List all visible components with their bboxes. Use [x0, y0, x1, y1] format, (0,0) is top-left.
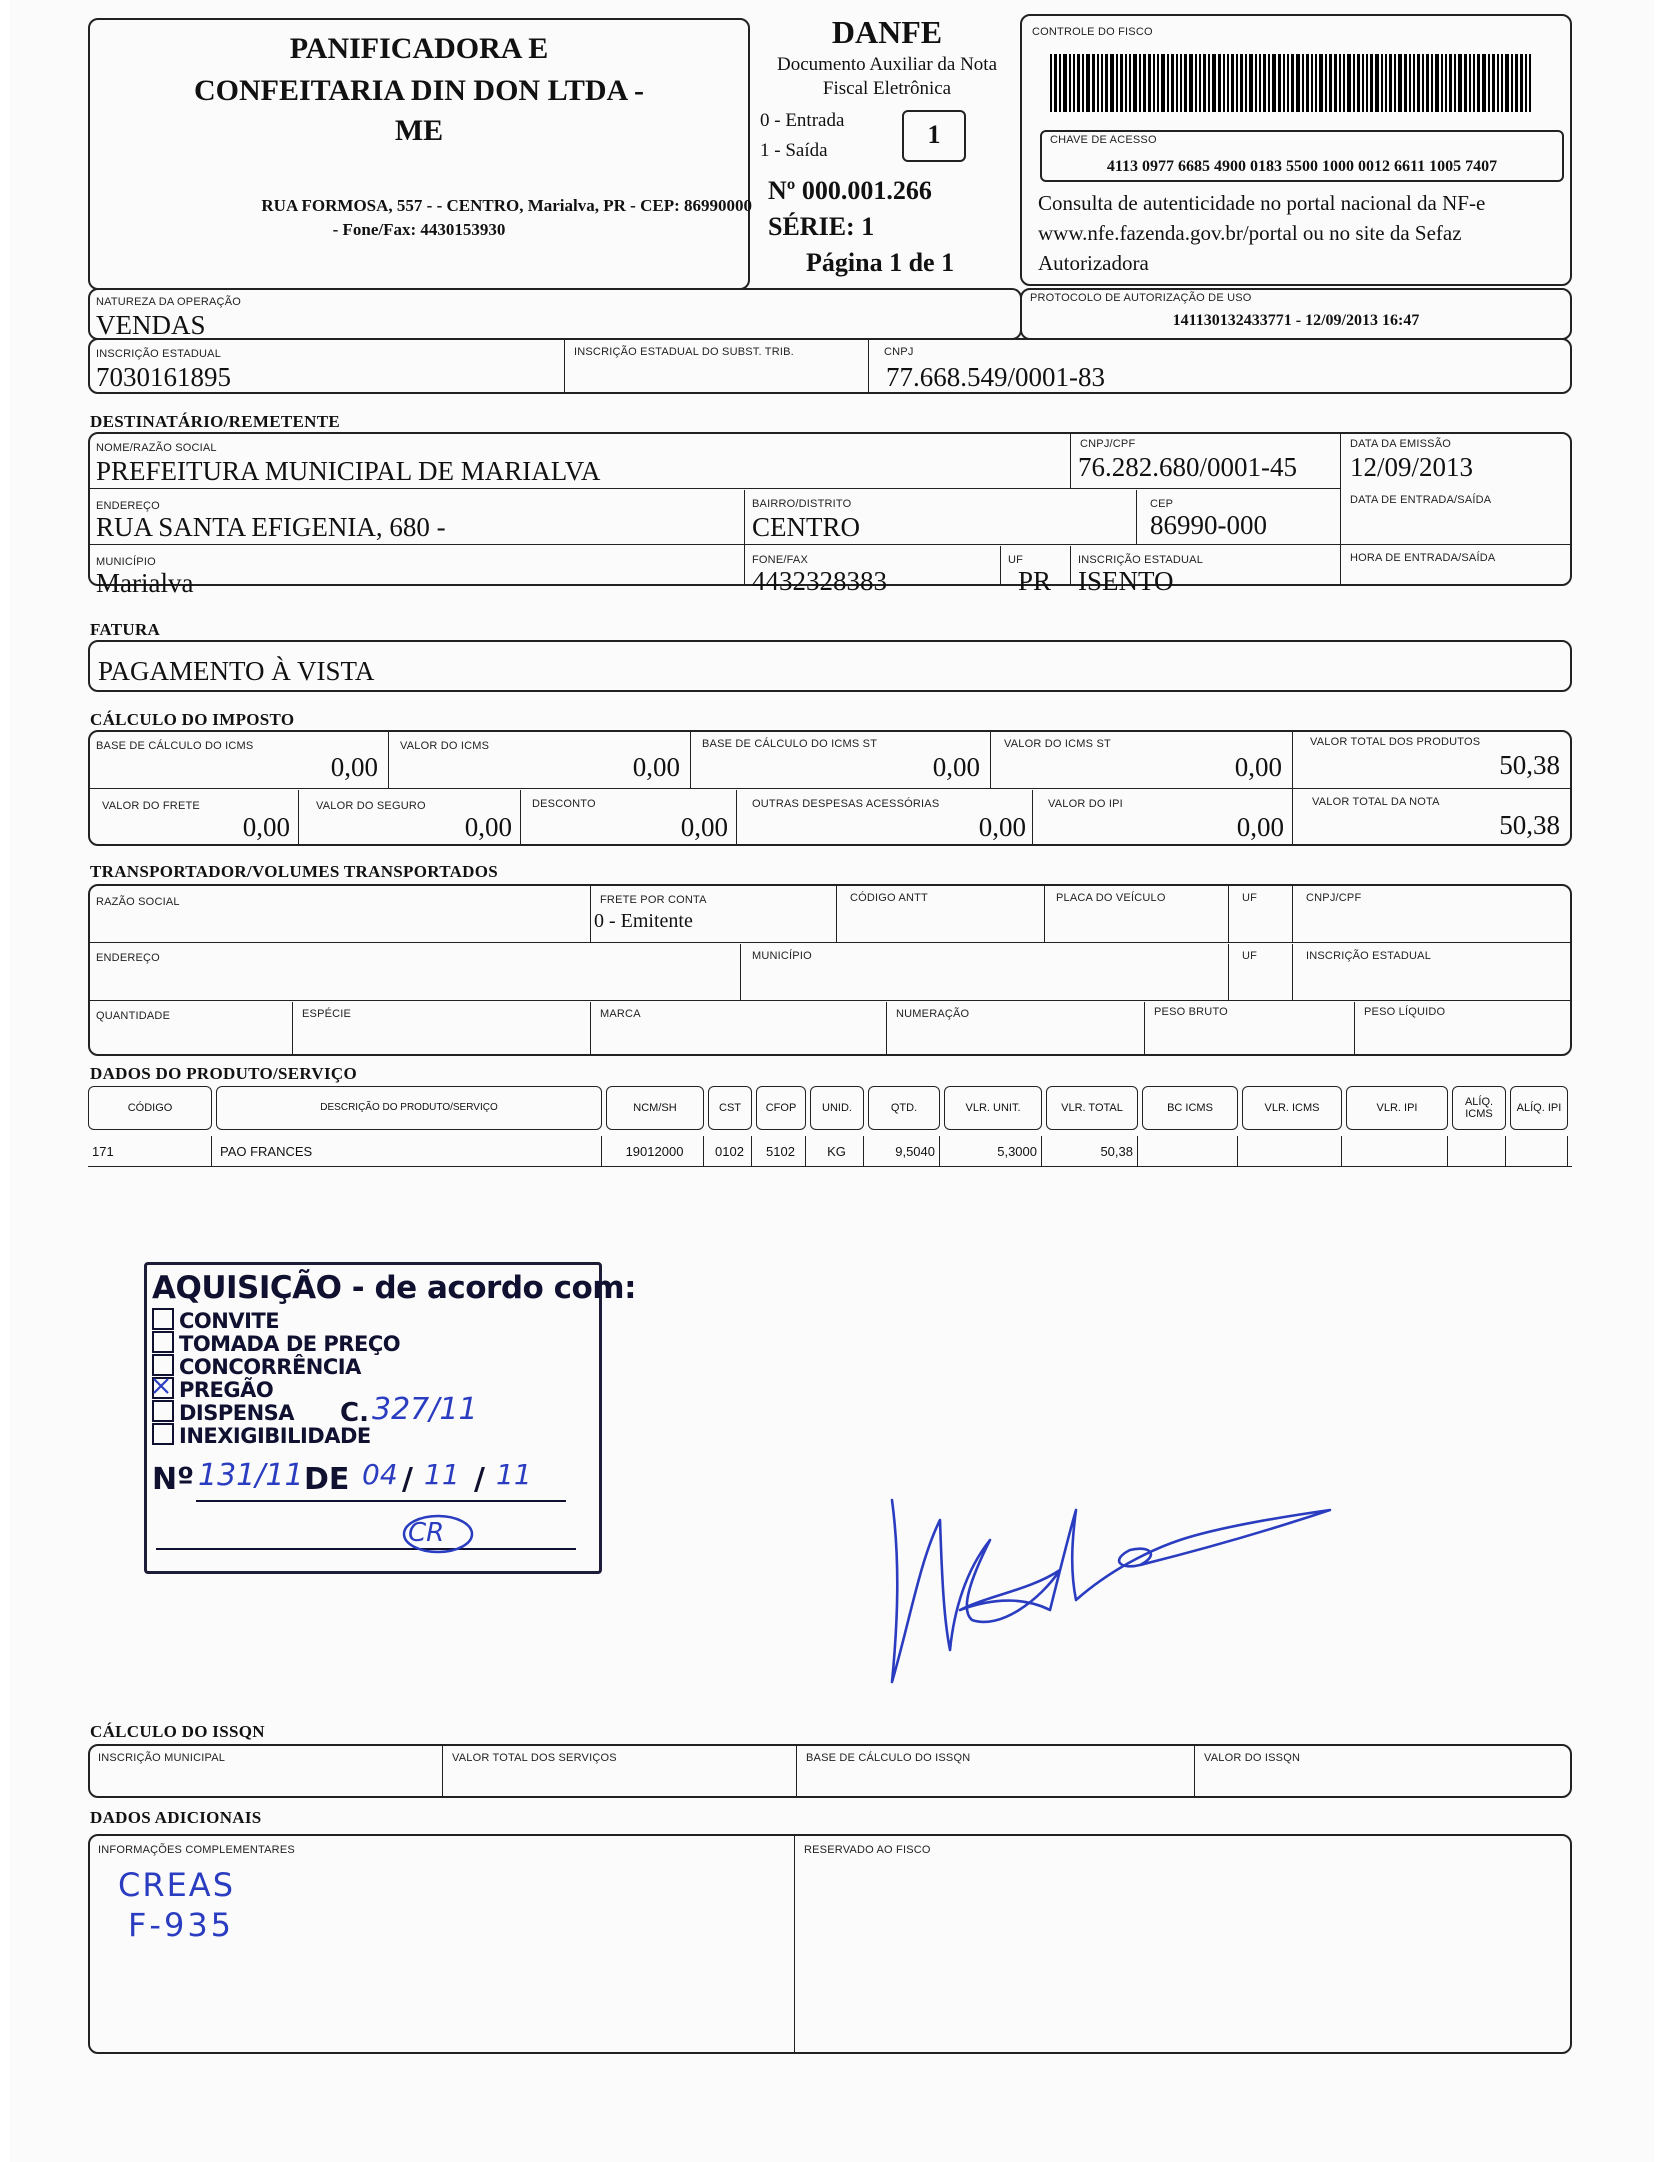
barcode-bar — [1426, 54, 1429, 112]
stamp-checkbox — [152, 1400, 174, 1422]
stamp-checkbox — [152, 1377, 174, 1399]
recipient-ie: ISENTO — [1078, 566, 1174, 596]
recipient-city-label: MUNICÍPIO — [96, 556, 156, 568]
barcode-bar — [1059, 54, 1061, 112]
barcode-bar — [1073, 54, 1075, 112]
ipi-label: VALOR DO IPI — [1048, 798, 1123, 810]
product-header-cell: VLR. UNIT. — [944, 1086, 1042, 1130]
stamp-option — [152, 1308, 279, 1333]
barcode-bar — [1454, 54, 1456, 112]
product-header-cell: QTD. — [868, 1086, 940, 1130]
barcode-bar — [1133, 54, 1137, 112]
freight-value: 0,00 — [242, 812, 290, 842]
stamp-date-year: 11 — [496, 1458, 532, 1491]
additional-handwritten-1: CREAS — [118, 1866, 235, 1904]
emitter-name-line3: ME — [394, 114, 444, 147]
nature-label: NATUREZA DA OPERAÇÃO — [96, 296, 241, 308]
icms-value: 0,00 — [632, 752, 680, 782]
barcode-bar — [1334, 54, 1337, 112]
barcode-bar — [1268, 54, 1270, 112]
barcode-bar — [1283, 54, 1285, 112]
product-header-cell: DESCRIÇÃO DO PRODUTO/SERVIÇO — [216, 1086, 602, 1130]
total-products-label: VALOR TOTAL DOS PRODUTOS — [1310, 736, 1481, 748]
barcode-bar — [1092, 54, 1095, 112]
barcode-bar — [1339, 54, 1341, 112]
stamp-checkbox — [152, 1331, 174, 1353]
issqn-bc-label: BASE DE CÁLCULO DO ISSQN — [806, 1752, 971, 1764]
barcode-bar — [1458, 54, 1462, 112]
carrier-ie-label: INSCRIÇÃO ESTADUAL — [1306, 950, 1432, 962]
quantity-label: QUANTIDADE — [96, 1010, 171, 1022]
danfe-type-value: 1 — [927, 120, 941, 149]
barcode-bar — [1069, 54, 1071, 112]
barcode-bar — [1515, 54, 1518, 112]
numbering-label: NUMERAÇÃO — [896, 1008, 970, 1020]
barcode-bar — [1189, 54, 1193, 112]
fisco-consulta: Consulta de autenticidade no portal nacional da NF-e www.nfe.fazenda.gov.br/portal ou no site da Sefaz Autorizadora — [1038, 191, 1486, 275]
product-row-cell: 171 — [88, 1136, 212, 1166]
bc-icms-value: 0,00 — [330, 752, 378, 782]
stamp-date-sep1: / — [402, 1462, 413, 1497]
issqn-section-title: CÁLCULO DO ISSQN — [90, 1722, 265, 1741]
barcode-bar — [1171, 54, 1174, 112]
product-header-cell: NCM/SH — [606, 1086, 704, 1130]
barcode-bar — [1153, 54, 1155, 112]
stamp-option — [152, 1377, 273, 1402]
stamp-date-month: 11 — [424, 1458, 460, 1491]
ie-value: 7030161895 — [96, 362, 231, 392]
barcode-bar — [1482, 54, 1486, 112]
barcode-bar — [1208, 54, 1210, 112]
product-row-cell — [1242, 1136, 1342, 1166]
barcode-bar — [1212, 54, 1216, 112]
barcode-bar — [1240, 54, 1243, 112]
barcode-bar — [1404, 54, 1407, 112]
stamp-date-day: 04 — [362, 1458, 398, 1491]
stamp-date-sep2: / — [474, 1462, 485, 1497]
product-header-cell: VLR. ICMS — [1242, 1086, 1342, 1130]
barcode-bar — [1148, 54, 1151, 112]
total-note-label: VALOR TOTAL DA NOTA — [1312, 796, 1440, 808]
barcode-bar — [1435, 54, 1439, 112]
barcode-bar — [1139, 54, 1141, 112]
barcode-bar — [1223, 54, 1225, 112]
product-header-cell: UNID. — [810, 1086, 864, 1130]
freight-by-value: 0 - Emitente — [594, 910, 693, 932]
total-note-value: 50,38 — [1499, 810, 1560, 840]
emitter-cnpj-value: 77.668.549/0001-83 — [886, 362, 1105, 392]
cep-label: CEP — [1150, 498, 1174, 510]
product-header-cell: VLR. IPI — [1346, 1086, 1448, 1130]
barcode-bar — [1464, 54, 1467, 112]
barcode-bar — [1296, 54, 1300, 112]
emitter-phone: - Fone/Fax: 4430153930 — [332, 220, 506, 239]
recipient-phone: 4432328383 — [752, 566, 887, 596]
barcode-bar — [1157, 54, 1159, 112]
barcode-bar — [1086, 54, 1090, 112]
transport-section-title: TRANSPORTADOR/VOLUMES TRANSPORTADOS — [90, 862, 499, 881]
access-key-barcode — [1050, 54, 1538, 112]
other-expenses-value: 0,00 — [978, 812, 1026, 842]
ie-st-label: INSCRIÇÃO ESTADUAL DO SUBST. TRIB. — [574, 346, 794, 358]
danfe-subtitle1: Documento Auxiliar da Nota — [776, 54, 998, 75]
icms-st-label: VALOR DO ICMS ST — [1004, 738, 1111, 750]
recipient-section-title: DESTINATÁRIO/REMETENTE — [90, 412, 341, 431]
recipient-uf-label: UF — [1008, 554, 1024, 566]
stamp-option — [152, 1400, 294, 1425]
net-weight-label: PESO LÍQUIDO — [1364, 1006, 1446, 1018]
product-row-bottom-line — [88, 1166, 1572, 1167]
barcode-bar — [1422, 54, 1424, 112]
barcode-bar — [1167, 54, 1169, 112]
barcode-bar — [1389, 54, 1392, 112]
barcode-bar — [1245, 54, 1247, 112]
bc-icms-st-label: BASE DE CÁLCULO DO ICMS ST — [702, 738, 878, 750]
recipient-cnpj: 76.282.680/0001-45 — [1078, 452, 1297, 482]
bc-icms-label: BASE DE CÁLCULO DO ICMS — [96, 740, 254, 752]
stamp-signature-line — [156, 1548, 576, 1550]
product-row-cell: 5,3000 — [944, 1136, 1042, 1166]
signature — [880, 1420, 1350, 1700]
barcode-bar — [1097, 54, 1099, 112]
barcode-bar — [1366, 54, 1368, 112]
danfe-subtitle2: Fiscal Eletrônica — [822, 78, 952, 99]
product-header-cell: VLR. TOTAL — [1046, 1086, 1138, 1130]
danfe-series: SÉRIE: 1 — [768, 212, 875, 241]
barcode-bar — [1370, 54, 1373, 112]
recipient-city: Marialva — [96, 568, 194, 598]
insurance-label: VALOR DO SEGURO — [316, 800, 426, 812]
carrier-address-label: ENDEREÇO — [96, 952, 160, 964]
cep-value: 86990-000 — [1150, 510, 1267, 540]
product-header-cell: CÓDIGO — [88, 1086, 212, 1130]
other-expenses-label: OUTRAS DESPESAS ACESSÓRIAS — [752, 798, 940, 810]
barcode-bar — [1082, 54, 1084, 112]
tax-section-title: CÁLCULO DO IMPOSTO — [90, 710, 295, 729]
danfe-page-count: Página 1 de 1 — [806, 248, 955, 277]
barcode-bar — [1511, 54, 1513, 112]
barcode-bar — [1063, 54, 1067, 112]
additional-box — [88, 1834, 1572, 2054]
issqn-im-label: INSCRIÇÃO MUNICIPAL — [98, 1752, 226, 1764]
barcode-bar — [1278, 54, 1281, 112]
barcode-bar — [1325, 54, 1327, 112]
stamp-option — [152, 1331, 400, 1356]
product-row-cell: 19012000 — [606, 1136, 704, 1166]
stamp-option-label: TOMADA DE PREÇO — [179, 1332, 401, 1356]
barcode-bar — [1394, 54, 1396, 112]
product-row-cell — [1346, 1136, 1448, 1166]
barcode-bar — [1488, 54, 1490, 112]
antt-label: CÓDIGO ANTT — [850, 892, 928, 904]
barcode-bar — [1249, 54, 1253, 112]
barcode-bar — [1231, 54, 1234, 112]
barcode-bar — [1311, 54, 1313, 112]
danfe-title: DANFE — [831, 14, 943, 50]
recipient-name-label: NOME/RAZÃO SOCIAL — [96, 442, 217, 454]
barcode-bar — [1255, 54, 1257, 112]
protocol-label: PROTOCOLO DE AUTORIZAÇÃO DE USO — [1030, 292, 1252, 304]
barcode-bar — [1529, 54, 1531, 112]
barcode-bar — [1417, 54, 1420, 112]
barcode-bar — [1445, 54, 1447, 112]
danfe-exit: 1 - Saída — [760, 140, 828, 161]
barcode-bar — [1413, 54, 1415, 112]
additional-section-title: DADOS ADICIONAIS — [90, 1808, 262, 1827]
product-row-cell: 9,5040 — [868, 1136, 940, 1166]
invoice-text: PAGAMENTO À VISTA — [98, 656, 375, 686]
product-header-cell: BC ICMS — [1142, 1086, 1238, 1130]
stamp-option — [152, 1423, 371, 1448]
stamp-checkbox — [152, 1354, 174, 1376]
stamp-title: AQUISIÇÃO - de acordo com: — [152, 1270, 636, 1306]
recipient-phone-label: FONE/FAX — [752, 554, 808, 566]
ie-row-box — [88, 338, 1572, 394]
products-table — [88, 1086, 1572, 1170]
product-row-cell — [1452, 1136, 1506, 1166]
barcode-bar — [1431, 54, 1433, 112]
barcode-bar — [1218, 54, 1221, 112]
product-header-cell: ALÍQ. IPI — [1510, 1086, 1568, 1130]
recipient-address: RUA SANTA EFIGENIA, 680 - — [96, 512, 446, 542]
ipi-value: 0,00 — [1236, 812, 1284, 842]
barcode-bar — [1525, 54, 1527, 112]
product-header-cell: CFOP — [756, 1086, 806, 1130]
barcode-bar — [1329, 54, 1332, 112]
emitter-name-line2: CONFEITARIA DIN DON LTDA - — [193, 74, 645, 107]
ie-label: INSCRIÇÃO ESTADUAL — [96, 348, 222, 360]
barcode-bar — [1184, 54, 1187, 112]
stamp-no-label: Nº — [152, 1462, 195, 1497]
issqn-services-label: VALOR TOTAL DOS SERVIÇOS — [452, 1752, 617, 1764]
total-products-value: 50,38 — [1499, 750, 1560, 780]
product-row-cell: 50,38 — [1046, 1136, 1138, 1166]
species-label: ESPÉCIE — [302, 1008, 352, 1020]
additional-info-label: INFORMAÇÕES COMPLEMENTARES — [98, 1844, 295, 1856]
barcode-bar — [1492, 54, 1495, 112]
barcode-bar — [1353, 54, 1355, 112]
barcode-bar — [1343, 54, 1345, 112]
barcode-bar — [1302, 54, 1304, 112]
stamp-option-label: CONCORRÊNCIA — [179, 1355, 361, 1379]
stamp-option — [152, 1354, 361, 1379]
district-label: BAIRRO/DISTRITO — [752, 498, 852, 510]
entry-date-label: DATA DE ENTRADA/SAÍDA — [1350, 494, 1492, 506]
product-row-cell: PAO FRANCES — [216, 1136, 602, 1166]
barcode-bar — [1120, 54, 1123, 112]
stamp-de-label: DE — [304, 1462, 350, 1497]
carrier-uf-label: UF — [1242, 892, 1258, 904]
nature-value: VENDAS — [96, 310, 206, 340]
barcode-bar — [1199, 54, 1201, 112]
product-header-cell: ALÍQ. ICMS — [1452, 1086, 1506, 1130]
district-value: CENTRO — [752, 512, 860, 542]
protocol-value: 141130132433771 - 12/09/2013 16:47 — [1172, 312, 1420, 329]
barcode-bar — [1469, 54, 1471, 112]
barcode-bar — [1272, 54, 1276, 112]
barcode-bar — [1125, 54, 1127, 112]
danfe-entry: 0 - Entrada — [760, 110, 845, 131]
barcode-bar — [1357, 54, 1360, 112]
insurance-value: 0,00 — [464, 812, 512, 842]
emission-date: 12/09/2013 — [1350, 452, 1474, 482]
access-key: 4113 0977 6685 4900 0183 5500 1000 0012 6611 1005 7407 — [1106, 158, 1498, 175]
carrier-name-label: RAZÃO SOCIAL — [96, 896, 180, 908]
recipient-uf: PR — [1018, 566, 1052, 596]
product-row-cell: KG — [810, 1136, 864, 1166]
barcode-bar — [1116, 54, 1118, 112]
barcode-bar — [1449, 54, 1452, 112]
recipient-cnpj-label: CNPJ/CPF — [1080, 438, 1136, 450]
emission-date-label: DATA DA EMISSÃO — [1350, 438, 1452, 450]
recipient-ie-label: INSCRIÇÃO ESTADUAL — [1078, 554, 1204, 566]
discount-value: 0,00 — [680, 812, 728, 842]
transport-box — [88, 884, 1572, 1056]
barcode-bar — [1236, 54, 1238, 112]
access-key-label: CHAVE DE ACESSO — [1050, 134, 1157, 146]
barcode-bar — [1161, 54, 1165, 112]
barcode-bar — [1306, 54, 1309, 112]
product-row-cell: 0102 — [708, 1136, 752, 1166]
carrier-city-label: MUNICÍPIO — [752, 950, 812, 962]
issqn-value-label: VALOR DO ISSQN — [1204, 1752, 1301, 1764]
barcode-bar — [1362, 54, 1364, 112]
barcode-bar — [1101, 54, 1103, 112]
gross-weight-label: PESO BRUTO — [1154, 1006, 1228, 1018]
bc-icms-st-value: 0,00 — [932, 752, 980, 782]
stamp-c-label: C. — [340, 1398, 369, 1428]
barcode-bar — [1409, 54, 1411, 112]
reserved-fisco-label: RESERVADO AO FISCO — [804, 1844, 931, 1856]
barcode-bar — [1385, 54, 1387, 112]
exit-time-label: HORA DE ENTRADA/SAÍDA — [1350, 552, 1496, 564]
barcode-bar — [1105, 54, 1108, 112]
danfe-number: Nº 000.001.266 — [768, 176, 932, 205]
barcode-bar — [1077, 54, 1080, 112]
barcode-bar — [1227, 54, 1229, 112]
barcode-bar — [1291, 54, 1294, 112]
barcode-bar — [1381, 54, 1383, 112]
barcode-bar — [1501, 54, 1503, 112]
barcode-bar — [1319, 54, 1323, 112]
stamp-initials-circle — [398, 1512, 478, 1558]
barcode-bar — [1497, 54, 1499, 112]
barcode-bar — [1347, 54, 1351, 112]
product-row-cell — [1142, 1136, 1238, 1166]
stamp-checkbox — [152, 1308, 174, 1330]
fisco-control-label: CONTROLE DO FISCO — [1032, 26, 1153, 38]
barcode-bar — [1176, 54, 1178, 112]
stamp-option-label: CONVITE — [179, 1309, 280, 1333]
products-section-title: DADOS DO PRODUTO/SERVIÇO — [90, 1064, 357, 1083]
stamp-option-label: PREGÃO — [179, 1378, 274, 1402]
barcode-bar — [1110, 54, 1114, 112]
stamp-option-label: DISPENSA — [179, 1401, 295, 1425]
barcode-bar — [1195, 54, 1197, 112]
product-row-cell: 5102 — [756, 1136, 806, 1166]
barcode-bar — [1129, 54, 1131, 112]
barcode-bar — [1259, 54, 1261, 112]
barcode-bar — [1203, 54, 1206, 112]
stamp-initials: CR — [408, 1518, 445, 1548]
carrier-cnpj-label: CNPJ/CPF — [1306, 892, 1362, 904]
stamp-date-underline — [196, 1500, 566, 1502]
recipient-name: PREFEITURA MUNICIPAL DE MARIALVA — [96, 456, 601, 486]
icms-label: VALOR DO ICMS — [400, 740, 490, 752]
barcode-bar — [1054, 54, 1057, 112]
carrier-uf2-label: UF — [1242, 950, 1258, 962]
barcode-bar — [1505, 54, 1509, 112]
barcode-bar — [1441, 54, 1443, 112]
discount-label: DESCONTO — [532, 798, 596, 810]
barcode-bar — [1473, 54, 1475, 112]
stamp-no-value: 131/11 — [198, 1458, 304, 1493]
barcode-bar — [1287, 54, 1289, 112]
product-header-cell: CST — [708, 1086, 752, 1130]
danfe-page — [10, 0, 1654, 2162]
additional-handwritten-2: F-935 — [128, 1906, 235, 1944]
barcode-bar — [1050, 54, 1052, 112]
stamp-c-value: 327/11 — [372, 1392, 478, 1427]
barcode-bar — [1180, 54, 1182, 112]
recipient-address-label: ENDEREÇO — [96, 500, 160, 512]
barcode-bar — [1263, 54, 1266, 112]
product-row-cell — [1510, 1136, 1568, 1166]
freight-label: VALOR DO FRETE — [102, 800, 200, 812]
barcode-bar — [1143, 54, 1146, 112]
stamp-checkbox — [152, 1423, 174, 1445]
emitter-name-line1: PANIFICADORA E — [289, 32, 549, 65]
barcode-bar — [1398, 54, 1402, 112]
icms-st-value: 0,00 — [1234, 752, 1282, 782]
barcode-bar — [1315, 54, 1317, 112]
barcode-bar — [1375, 54, 1379, 112]
barcode-bar — [1520, 54, 1523, 112]
emitter-cnpj-label: CNPJ — [884, 346, 914, 358]
freight-by-label: FRETE POR CONTA — [600, 894, 707, 906]
barcode-bar — [1477, 54, 1480, 112]
brand-label: MARCA — [600, 1008, 641, 1020]
emitter-address: RUA FORMOSA, 557 - - CENTRO, Marialva, PR - CEP: 86990000 — [261, 196, 752, 215]
stamp-option-label: INEXIGIBILIDADE — [179, 1424, 371, 1448]
invoice-section-title: FATURA — [90, 620, 161, 639]
plate-label: PLACA DO VEÍCULO — [1056, 892, 1166, 904]
